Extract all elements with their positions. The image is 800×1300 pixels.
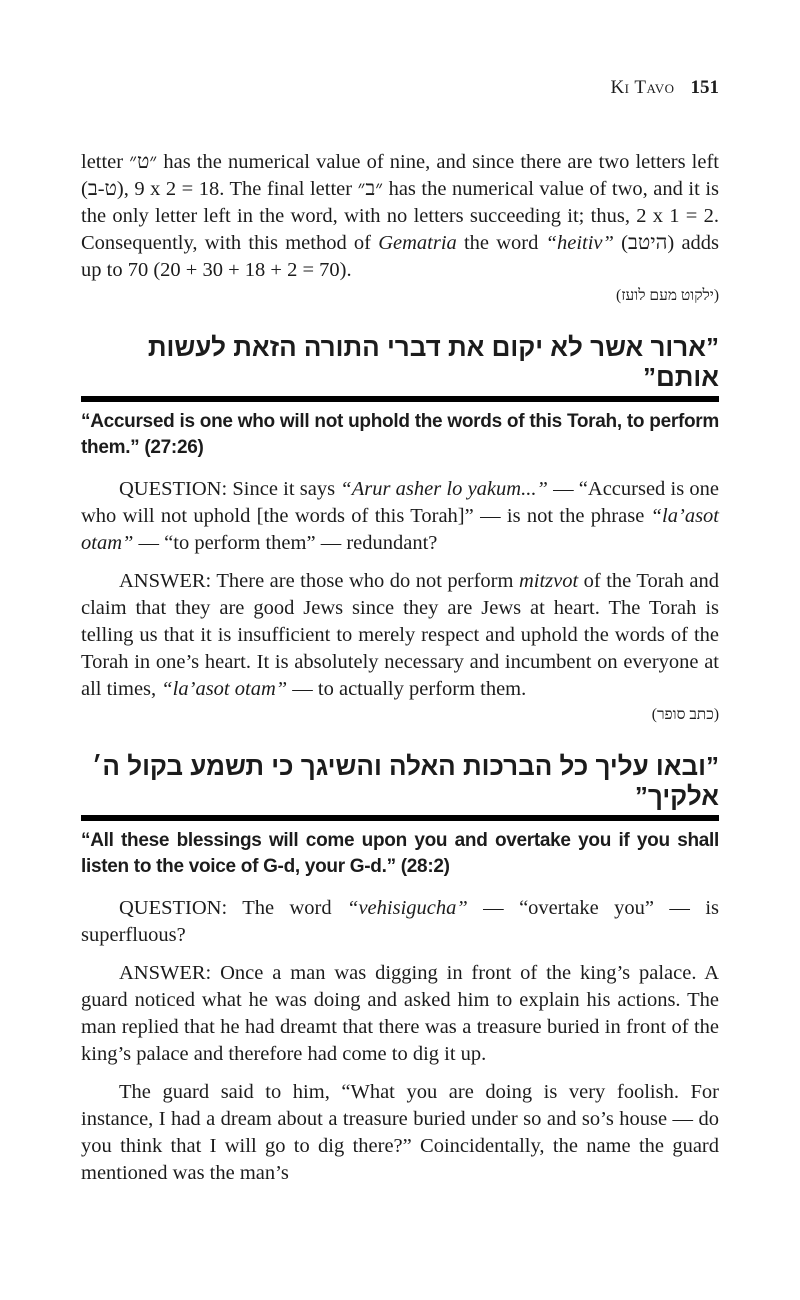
- divider-bar: [81, 396, 719, 402]
- story-paragraph: The guard said to him, “What you are doing is very foolish. For instance, I had a dream about a treasure buried under so and so’s house — do you think that I will go to dig there?” Coincidentally, the name the guard mentioned was the man’s: [81, 1081, 719, 1184]
- source-attribution: (ילקוט מעם לועז): [616, 287, 719, 304]
- source-attribution: (כתב סופר): [651, 706, 719, 723]
- verse-translation: “Accursed is one who will not uphold the words of this Torah, to perform them.” (27:26): [81, 411, 719, 458]
- section-title: Ki Tavo: [610, 77, 675, 98]
- verse-heading-hebrew: ”ארור אשר לא יקום את דברי התורה הזאת לעשות אותם”: [147, 332, 719, 392]
- running-head: [81, 76, 719, 100]
- page-number: 151: [690, 77, 719, 98]
- verse-translation: “All these blessings will come upon you and overtake you if you shall listen to the voice of G-d, your G-d.” (28:2): [81, 830, 719, 877]
- answer-paragraph: ANSWER: Once a man was digging in front of the king’s palace. A guard noticed what he was doing and asked him to explain his actions. The man replied that he had dreamt that there was a treasure buried in front of the king’s palace and therefore had come to dig it up.: [81, 962, 719, 1065]
- divider-bar: [81, 815, 719, 821]
- intro-paragraph: letter ״ט״ has the numerical value of nine, and since there are two letters left (ט-ב), 9 x 2 = 18. The final letter ״ב״ has the numerical value of two, and it is the only letter left in the word, with no letters succeeding it; thus, 2 x 1 = 2. Consequently, with this method of Gematria the word “heitiv” (היטב) adds up to 70 (20 + 30 + 18 + 2 = 70).: [81, 151, 720, 281]
- answer-paragraph: ANSWER: There are those who do not perform mitzvot of the Torah and claim that they are good Jews since they are Jews at heart. The Torah is telling us that it is insufficient to merely respect and uphold the words of the Torah in one’s heart. It is absolutely necessary and incumbent on everyone at all times, “la’asot otam” — to actually perform them.: [81, 570, 719, 700]
- question-paragraph: QUESTION: The word “vehisigucha” — “overtake you” — is superfluous?: [81, 897, 719, 946]
- verse-heading-hebrew: ”ובאו עליך כל הברכות האלה והשיגך כי תשמע בקול ה׳ אלקיך”: [91, 751, 719, 811]
- commentary-section: [81, 332, 719, 725]
- question-paragraph: QUESTION: Since it says “Arur asher lo yakum...” — “Accursed is one who will not uphold [the words of this Torah]” — is not the phrase “la’asot otam” — “to perform them” — redundant?: [81, 478, 719, 554]
- commentary-section: [81, 751, 719, 1187]
